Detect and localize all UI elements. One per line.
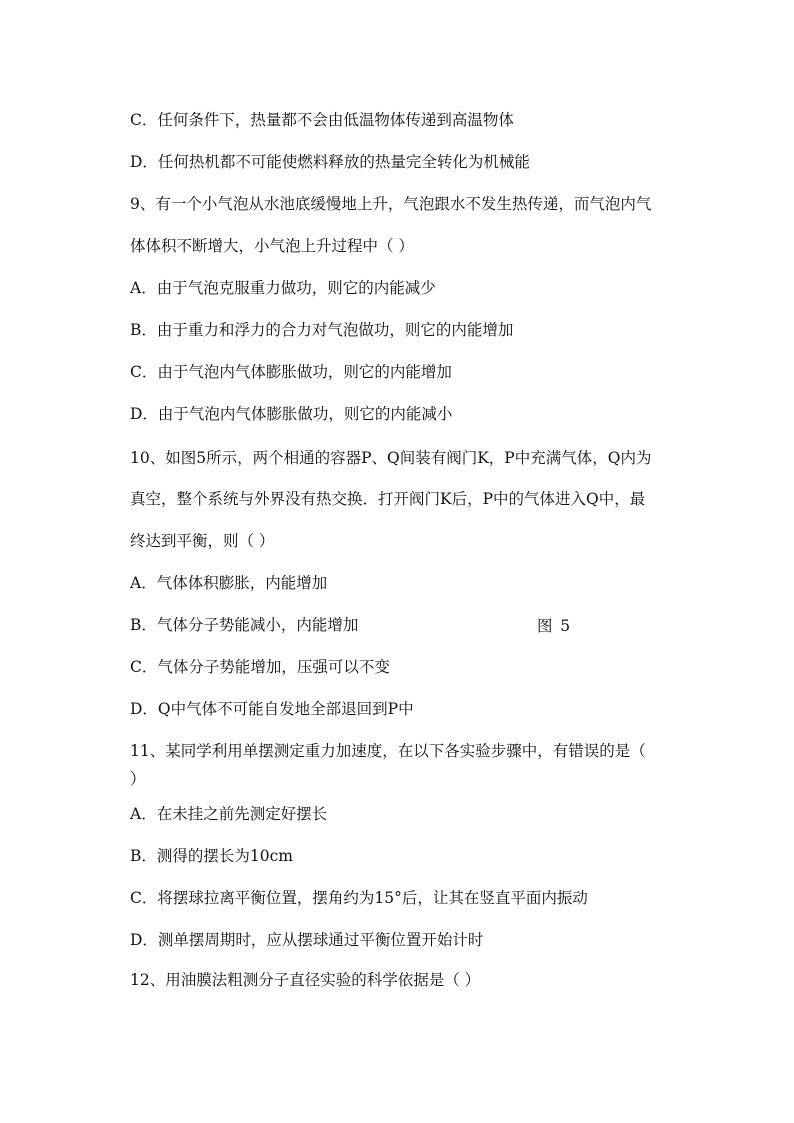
option-11a: A．在未挂之前先测定好摆长 [130,805,328,823]
question-9-stem-line-2: 体体积不断增大，小气泡上升过程中（ ） [130,237,414,255]
question-9-stem-line-1: 9、有一个小气泡从水池底缓慢地上升，气泡跟水不发生热传递，而气泡内气 [130,195,652,213]
option-11d: D．测单摆周期时，应从摆球通过平衡位置开始计时 [130,931,484,949]
option-11c: C．将摆球拉离平衡位置，摆角约为15°后，让其在竖直平面内振动 [130,889,588,907]
option-10c: C．气体分子势能增加，压强可以不变 [130,658,390,676]
option-9d: D．由于气泡内气体膨胀做功，则它的内能减小 [130,405,453,423]
question-11-stem-line-1: 11、某同学利用单摆测定重力加速度，在以下各实验步骤中，有错误的是（ [130,742,646,760]
option-10a: A．气体体积膨胀，内能增加 [130,574,328,592]
option-8c: C．任何条件下，热量都不会由低温物体传递到高温物体 [130,111,514,129]
option-9a: A．由于气泡克服重力做功，则它的内能减少 [130,279,436,297]
question-10-stem-line-3: 终达到平衡，则（ ） [130,532,275,550]
question-10-stem-line-2: 真空，整个系统与外界没有热交换．打开阀门K后，P中的气体进入Q中，最 [130,490,646,508]
option-10d: D．Q中气体不可能自发地全部退回到P中 [130,700,414,718]
figure-5-label: 图5 [537,617,578,635]
option-11b: B．测得的摆长为10cm [130,847,293,865]
question-10-stem-line-1: 10、如图5所示，两个相通的容器P、Q间装有阀门K，P中充满气体，Q内为 [130,449,652,467]
option-10b: B．气体分子势能减小，内能增加 [130,616,359,634]
option-8d: D．任何热机都不可能使燃料释放的热量完全转化为机械能 [130,153,530,171]
question-11-stem-line-2: ） [130,770,146,788]
option-9b: B．由于重力和浮力的合力对气泡做功，则它的内能增加 [130,321,514,339]
option-9c: C．由于气泡内气体膨胀做功，则它的内能增加 [130,363,452,381]
question-12-stem: 12、用油膜法粗测分子直径实验的科学依据是（ ） [130,971,481,989]
